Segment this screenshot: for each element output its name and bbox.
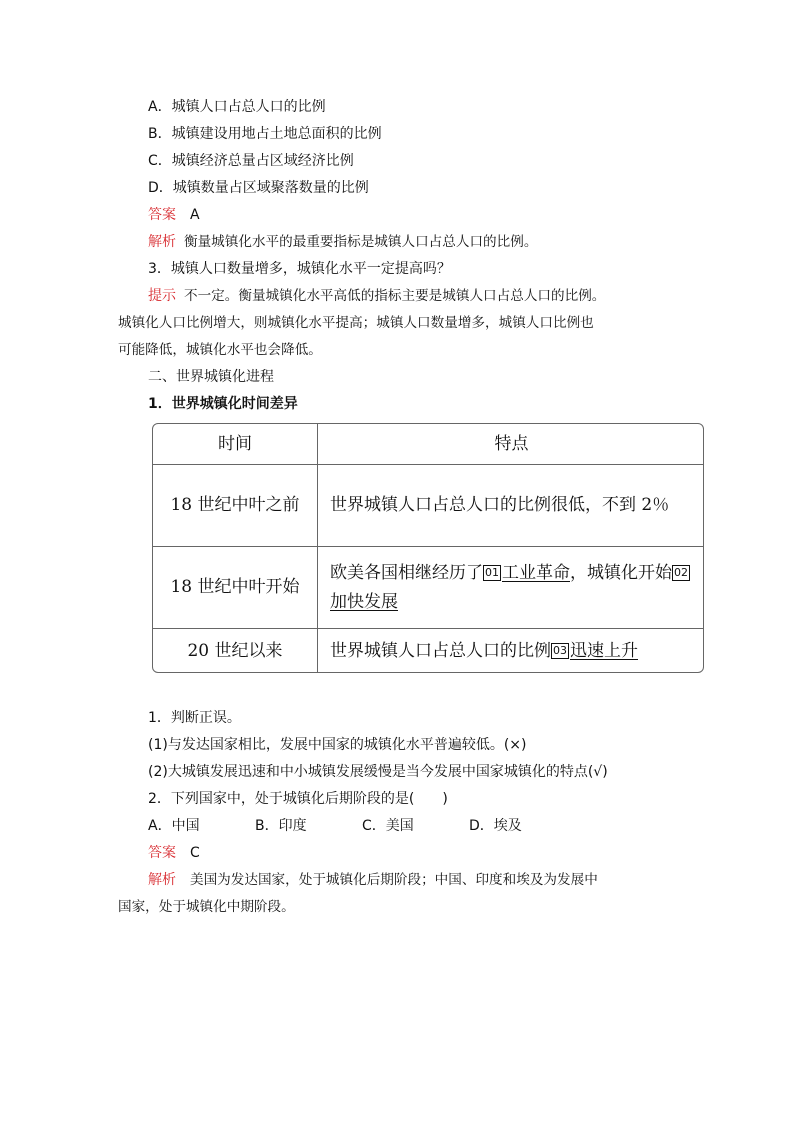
row-feature	[318, 547, 704, 629]
option-a: A．城镇人口占总人口的比例	[148, 99, 326, 115]
hint-label: 提示	[148, 288, 176, 304]
row-time: 18 世纪中叶之前	[153, 465, 318, 547]
hint-line-2: 城镇化人口比例增大，则城镇化水平提高；城镇人口数量增多，城镇人口比例也	[118, 315, 594, 331]
exercise-q1: 1．判断正误。	[148, 710, 241, 726]
row-time: 18 世纪中叶开始	[153, 547, 318, 629]
answer-2	[148, 843, 200, 863]
table-row	[153, 547, 703, 629]
option-d: D．城镇数量占区域聚落数量的比例	[148, 180, 369, 196]
row-time: 20 世纪以来	[153, 629, 318, 674]
hint-text-1: 不一定。衡量城镇化水平高低的指标主要是城镇人口占总人口的比例。	[184, 288, 606, 304]
section-heading: 二、世界城镇化进程	[148, 369, 274, 385]
question-3: 3．城镇人口数量增多，城镇化水平一定提高吗？	[148, 261, 451, 277]
feature-text: 世界城镇人口占总人口的比例	[330, 641, 551, 662]
analysis-text-1: 美国为发达国家，处于城镇化后期阶段；中国、印度和埃及为发展中	[190, 872, 598, 888]
subsection-heading: 1．世界城镇化时间差异	[148, 396, 298, 412]
exercise-q1a: (1)与发达国家相比，发展中国家的城镇化水平普遍较低。(×)	[148, 737, 527, 753]
exercise-options	[148, 816, 522, 836]
header-feature: 特点	[318, 424, 704, 465]
blank-answer: 工业革命	[502, 562, 570, 583]
table-header-row	[153, 424, 703, 465]
exercise-q1b: (2)大城镇发展迅速和中小城镇发展缓慢是当今发展中国家城镇化的特点(√)	[148, 764, 608, 780]
feature-text: 欧美各国相继经历了	[330, 562, 483, 583]
table-row	[153, 629, 703, 674]
option-d: D．埃及	[469, 818, 522, 834]
analysis-2-line-2: 国家，处于城镇化中期阶段。	[118, 899, 295, 915]
blank-number: 02	[674, 565, 688, 579]
answer-value: A	[190, 207, 200, 223]
analysis-text: 衡量城镇化水平的最重要指标是城镇人口占总人口的比例。	[184, 234, 538, 250]
exercise-q2: 2．下列国家中，处于城镇化后期阶段的是( )	[148, 791, 448, 807]
fill-blank-03	[551, 641, 638, 661]
urbanization-table	[152, 423, 704, 673]
answer-1	[148, 205, 200, 225]
header-time: 时间	[153, 424, 318, 465]
answer-label: 答案	[148, 845, 176, 861]
option-a: A．中国	[148, 818, 200, 834]
option-b: B．城镇建设用地占土地总面积的比例	[148, 126, 382, 142]
feature-text: ，城镇化开始	[570, 562, 672, 583]
answer-label: 答案	[148, 207, 176, 223]
option-b: B．印度	[255, 818, 307, 834]
fill-blank-01	[483, 563, 570, 583]
analysis-1	[148, 232, 537, 252]
row-feature: 世界城镇人口占总人口的比例很低，不到 2％	[318, 465, 704, 547]
analysis-2-line-1	[148, 870, 598, 890]
table-row	[153, 465, 703, 547]
hint-line-3: 可能降低，城镇化水平也会降低。	[118, 342, 322, 358]
answer-value: C	[190, 845, 200, 861]
option-c: C．美国	[362, 818, 414, 834]
row-feature	[318, 629, 704, 674]
analysis-label: 解析	[148, 234, 176, 250]
blank-number: 03	[553, 644, 567, 658]
hint-line-1	[148, 286, 605, 306]
blank-answer: 加快发展	[330, 591, 398, 612]
blank-number: 01	[485, 565, 499, 579]
analysis-label: 解析	[148, 872, 176, 888]
option-c: C．城镇经济总量占区域经济比例	[148, 153, 354, 169]
blank-answer: 迅速上升	[570, 641, 638, 662]
